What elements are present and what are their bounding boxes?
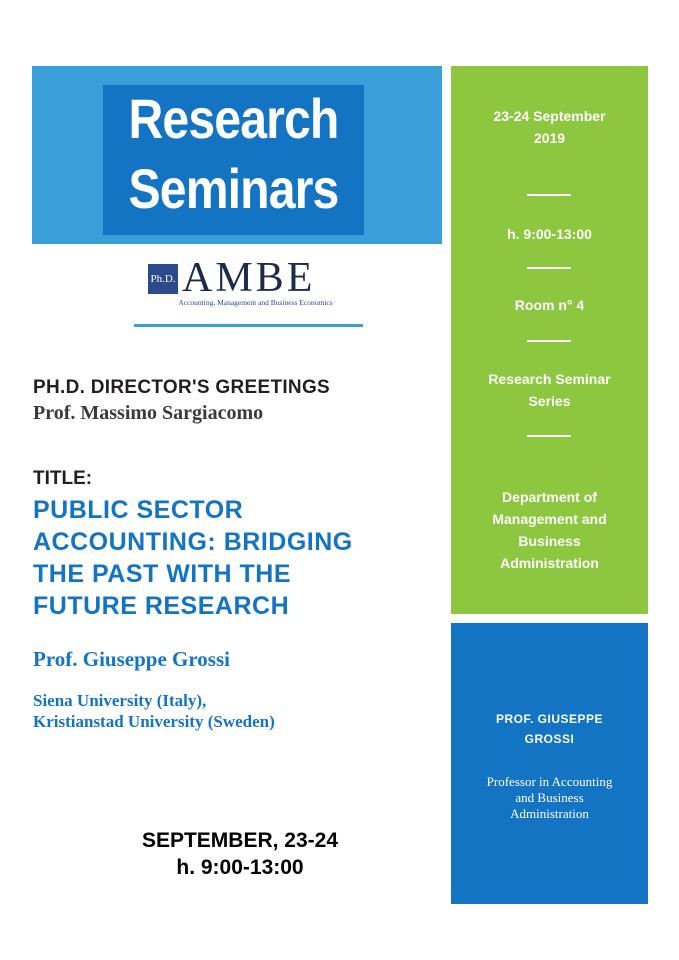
speaker-bio-panel xyxy=(451,623,648,904)
sidebar-date-line: 23-24 September xyxy=(493,108,606,124)
logo-wordmark: AMBE xyxy=(182,255,316,301)
seminar-title-line: FUTURE RESEARCH xyxy=(33,592,290,620)
schedule-block xyxy=(80,827,400,881)
header-title-line1: Research xyxy=(128,87,339,150)
divider xyxy=(527,194,571,196)
sidebar-series xyxy=(451,368,648,412)
greetings-name: Prof. Massimo Sargiacomo xyxy=(33,402,264,424)
affiliation-line: Siena University (Italy), xyxy=(33,691,207,710)
bio-description-line: Professor in Accounting xyxy=(486,774,613,789)
seminar-title-line: PUBLIC SECTOR xyxy=(33,496,244,524)
logo-subtitle: Accounting, Management and Business Economics xyxy=(178,298,333,307)
sidebar-department-line: Management and xyxy=(492,511,607,527)
sidebar-series-line: Research Seminar xyxy=(488,371,611,387)
affiliation-line: Kristianstad University (Sweden) xyxy=(33,712,275,731)
speaker-affiliation xyxy=(33,690,413,732)
sidebar-series-line: Series xyxy=(528,393,571,409)
sidebar-department-line: Department of xyxy=(502,489,597,505)
bio-description xyxy=(461,774,638,822)
seminar-title-line: ACCOUNTING: BRIDGING xyxy=(33,528,353,556)
sidebar-department xyxy=(451,486,648,574)
schedule-date: SEPTEMBER, 23-24 xyxy=(141,829,339,852)
bio-description-line: Administration xyxy=(510,806,589,821)
sidebar-room: Room n° 4 xyxy=(514,297,585,313)
bio-description-line: and Business xyxy=(515,790,584,805)
seminar-title xyxy=(33,494,433,622)
ambe-logo xyxy=(148,255,363,324)
header-title-line2: Seminars xyxy=(128,157,339,220)
header-title-box xyxy=(103,85,364,235)
bio-name-line: GROSSI xyxy=(524,732,575,746)
speaker-name: Prof. Giuseppe Grossi xyxy=(33,647,230,671)
greetings-heading: PH.D. DIRECTOR'S GREETINGS xyxy=(33,377,331,398)
sidebar-department-line: Administration xyxy=(500,555,599,571)
schedule-time: h. 9:00-13:00 xyxy=(176,856,304,879)
logo-underline xyxy=(134,324,363,327)
sidebar-department-line: Business xyxy=(518,533,581,549)
sidebar-date xyxy=(451,105,648,149)
bio-name xyxy=(451,709,648,749)
divider xyxy=(527,267,571,269)
bio-name-line: PROF. GIUSEPPE xyxy=(495,712,604,726)
divider xyxy=(527,435,571,437)
header-banner xyxy=(32,66,442,244)
seminar-title-line: THE PAST WITH THE xyxy=(33,560,292,588)
divider xyxy=(527,340,571,342)
sidebar-time: h. 9:00-13:00 xyxy=(507,226,592,242)
title-label: TITLE: xyxy=(33,468,93,489)
logo-badge: Ph.D. xyxy=(148,264,178,294)
info-sidebar xyxy=(451,66,648,614)
sidebar-date-line: 2019 xyxy=(533,130,566,146)
